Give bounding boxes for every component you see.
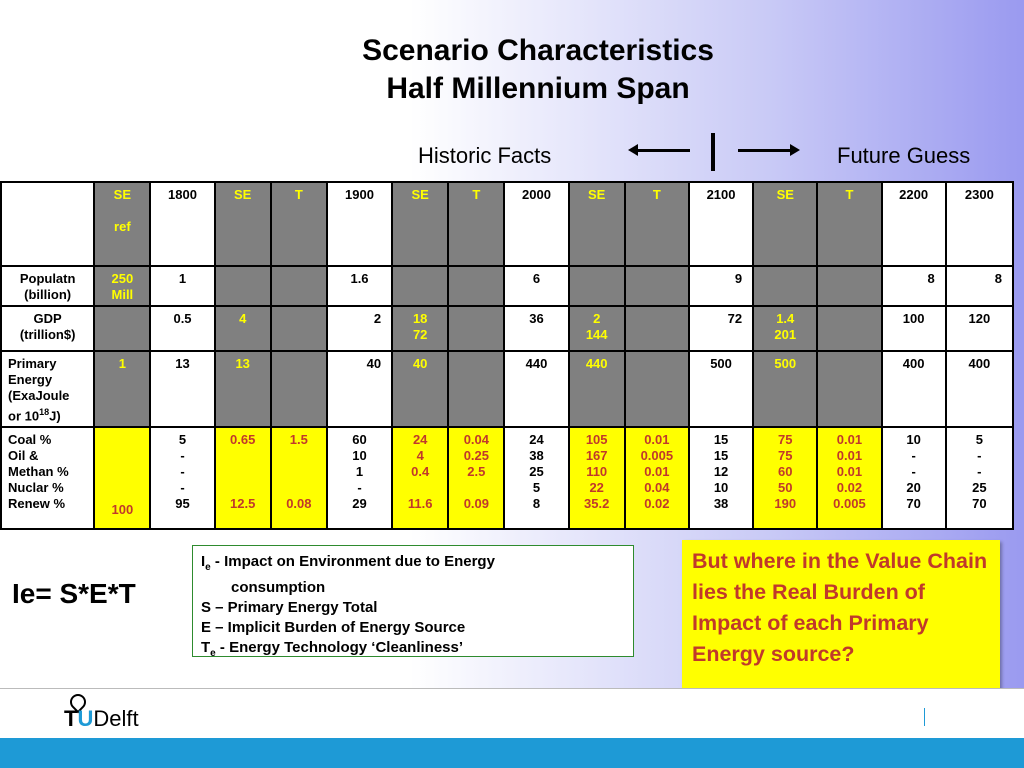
table-cell [392,266,448,306]
page-marker [924,708,925,726]
table-cell [625,266,689,306]
table-cell [448,306,504,351]
table-cell: 6 [504,266,568,306]
table-row [1,351,1013,427]
header-cell: 1800 [150,182,214,266]
row-label: Populatn (billion) [1,266,94,306]
table-cell: 1.4 201 [753,306,817,351]
table-cell: 1 [94,351,150,427]
table-cell: 0.01 0.005 0.01 0.04 0.02 [625,427,689,529]
energy-unit-exponent: 18 [39,407,50,417]
table-row [1,306,1013,351]
formula-legend [192,545,634,657]
header-cell: SE [753,182,817,266]
legend-line-e: E – Implicit Burden of Energy Source [201,619,466,636]
table-cell: 15 15 12 10 38 [689,427,753,529]
table-cell [625,306,689,351]
table-cell: 100 [94,427,150,529]
header-cell: T [271,182,327,266]
table-cell [817,266,881,306]
header-cell: SE [215,182,271,266]
table-cell: 9 [689,266,753,306]
table-cell: 105 167 110 22 35.2 [569,427,625,529]
table-cell: 100 [882,306,946,351]
table-cell: 36 [504,306,568,351]
header-cell: SE ref [94,182,150,266]
legend-symbol: T [201,639,211,656]
row-label [1,351,94,427]
legend-line-consumption: consumption [231,579,326,596]
table-cell: 500 [753,351,817,427]
header-cell [1,182,94,266]
table-row [1,266,1013,306]
header-cell: T [625,182,689,266]
table-cell: 40 [327,351,392,427]
table-cell [817,351,881,427]
table-cell: 0.01 0.01 0.01 0.02 0.005 [817,427,881,529]
table-cell: 5 - - 25 70 [946,427,1013,529]
historic-facts-label: Historic Facts [418,143,552,168]
legend-text: - Impact on Environment due to Energy [210,553,495,570]
footer-blue-bar [0,738,1024,768]
table-cell [271,351,327,427]
legend-subscript: e [210,648,216,659]
table-cell: 10 - - 20 70 [882,427,946,529]
table-cell: 0.5 [150,306,214,351]
table-cell [448,266,504,306]
table-cell: 40 [392,351,448,427]
header-cell: 2200 [882,182,946,266]
header-cell: 2100 [689,182,753,266]
logo-u: U [77,706,94,731]
timeline-divider [711,133,715,171]
table-cell: 1.5 0.08 [271,427,327,529]
legend-line-ie [201,552,625,578]
table-cell [753,266,817,306]
arrow-left-icon [632,149,690,152]
legend-line-te [201,638,625,664]
header-cell: 1900 [327,182,392,266]
table-cell [625,351,689,427]
table-cell: 18 72 [392,306,448,351]
table-cell: 75 75 60 50 190 [753,427,817,529]
table-cell: 5 - - - 95 [150,427,214,529]
legend-line-s: S – Primary Energy Total [201,599,378,616]
impact-formula: Ie= S*E*T [12,578,136,609]
value-chain-callout: But where in the Value Chain lies the Real Burden of Impact of each Primary Energy source? [682,540,1000,700]
table-cell [817,306,881,351]
table-cell: 400 [946,351,1013,427]
table-cell: 440 [569,351,625,427]
title-line-1: Scenario Characteristics [362,34,714,67]
arrow-right-icon [738,149,796,152]
logo-delft: Delft [93,706,139,731]
table-cell: 13 [215,351,271,427]
header-cell: 2300 [946,182,1013,266]
legend-text: - Energy Technology ‘Cleanliness’ [215,639,464,656]
table-row [1,427,1013,529]
table-cell: 440 [504,351,568,427]
header-cell: 2000 [504,182,568,266]
header-cell: T [817,182,881,266]
energy-unit-end: J) [49,408,61,424]
row-label: Coal % Oil & Methan % Nuclar % Renew % [1,427,94,529]
table-cell: 0.65 12.5 [215,427,271,529]
table-cell: 72 [689,306,753,351]
future-guess-label: Future Guess [837,143,971,168]
page-title [0,32,1024,108]
table-cell: 1 [150,266,214,306]
table-cell: 24 38 25 5 8 [504,427,568,529]
table-cell: 2 [327,306,392,351]
table-cell: 120 [946,306,1013,351]
table-cell: 4 [215,306,271,351]
energy-label-text: Primary Energy (ExaJoule or 10 [8,356,70,424]
logo-t: T [64,706,78,731]
header-cell: SE [392,182,448,266]
table-cell [448,351,504,427]
tudelft-logo [64,706,139,732]
table-cell: 24 4 0.4 11.6 [392,427,448,529]
table-cell [569,266,625,306]
legend-symbol: I [201,553,206,570]
table-cell: 400 [882,351,946,427]
header-cell: SE [569,182,625,266]
header-cell: T [448,182,504,266]
header-row [1,182,1013,266]
table-cell: 2 144 [569,306,625,351]
table-cell [215,266,271,306]
table-cell: 13 [150,351,214,427]
table-cell: 500 [689,351,753,427]
table-cell: 60 10 1 - 29 [327,427,392,529]
table-cell: 250 Mill [94,266,150,306]
scenario-table [0,181,1014,530]
title-line-2: Half Millennium Span [386,72,690,105]
footer [0,688,1024,768]
table-cell: 8 [946,266,1013,306]
table-cell: 8 [882,266,946,306]
row-label: GDP (trillion$) [1,306,94,351]
table-cell [94,306,150,351]
footer-divider [0,688,1024,689]
legend-subscript: e [205,562,211,573]
table-cell: 0.04 0.25 2.5 0.09 [448,427,504,529]
table-cell [271,266,327,306]
table-cell: 1.6 [327,266,392,306]
table-cell [271,306,327,351]
